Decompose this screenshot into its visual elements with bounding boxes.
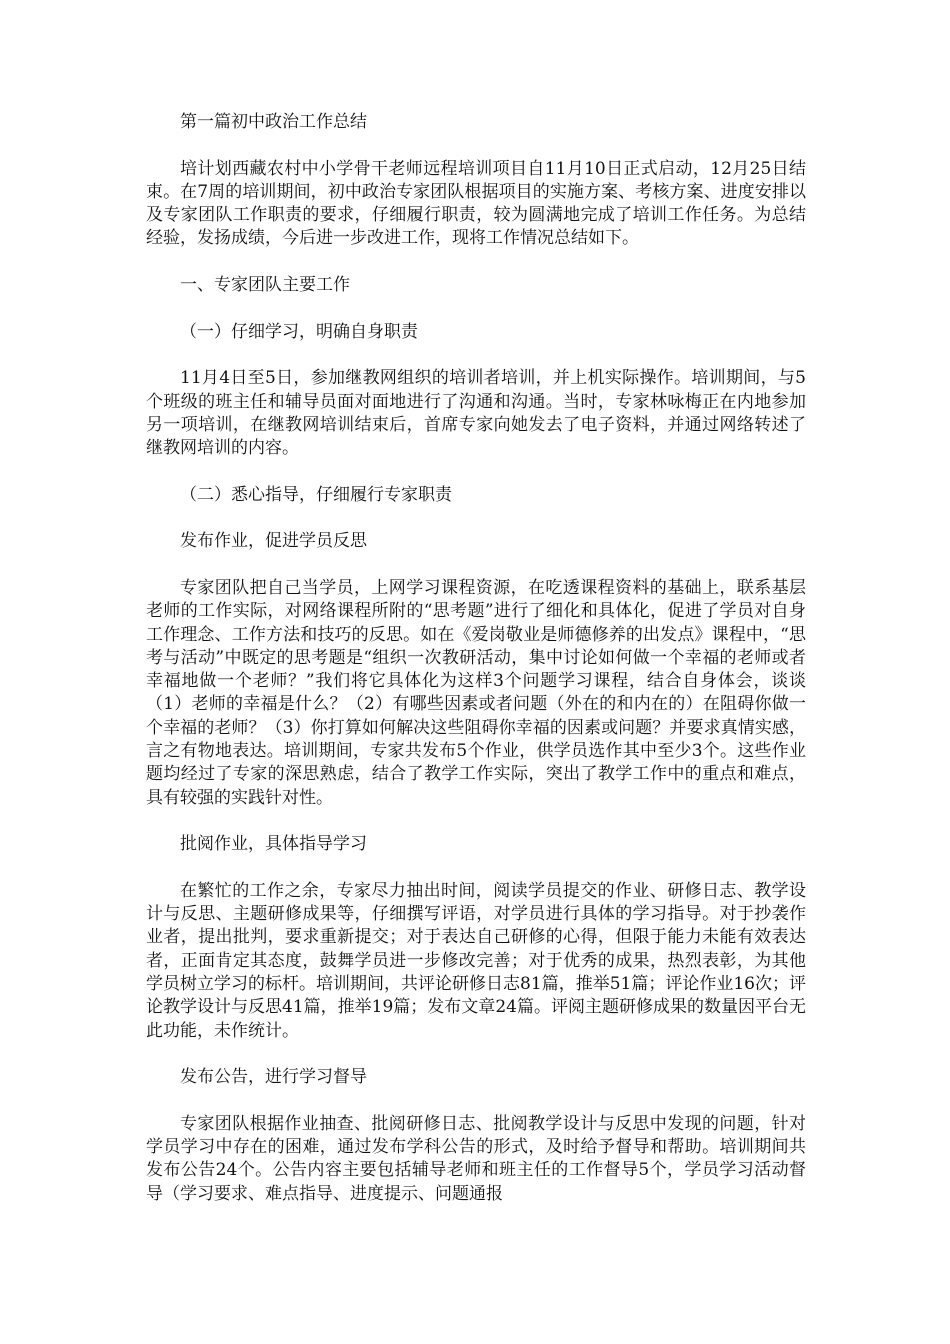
item-heading-grading: 批阅作业，具体指导学习 (180, 834, 367, 855)
paragraph-training: 11月4日至5日，参加继教网组织的培训者培训，并上机实际操作。培训期间，与5个班级的班主任和辅导员面对面地进行了沟通和沟通。当时，专家林咏梅正在内地参加另一项培训，在继教网培训结束后，首席专家向她发去了电子资料，并通过网络转述了继教网培训的内容。 (146, 368, 806, 459)
document-body (146, 111, 806, 1206)
document-title: 第一篇初中政治工作总结 (180, 112, 367, 132)
section-heading-1: 一、专家团队主要工作 (180, 275, 350, 296)
subsection-heading-2: （二）悉心指导，仔细履行专家职责 (180, 484, 452, 505)
item-heading-assignments: 发布作业，促进学员反思 (180, 531, 367, 552)
item-heading-announcements: 发布公告，进行学习督导 (180, 1067, 367, 1088)
subsection-heading-1: （一）仔细学习，明确自身职责 (180, 321, 418, 342)
paragraph-grading: 在繁忙的工作之余，专家尽力抽出时间，阅读学员提交的作业、研修日志、教学设计与反思、主题研修成果等，仔细撰写评语，对学员进行具体的学习指导。对于抄袭作业者，提出批判，要求重新提交；对于表达自己研修的心得，但限于能力未能有效表达者，正面肯定其态度，鼓舞学员进一步修改完善；对于优秀的成果，热烈表彰，为其他学员树立学习的标杆。培训期间，共评论研修日志81篇，推举51篇；评论作业16次；评论教学设计与反思41篇，推举19篇；发布文章24篇。评阅主题研修成果的数量因平台无此功能，未作统计。 (146, 880, 806, 1041)
paragraph-announcements: 专家团队根据作业抽查、批阅研修日志、批阅教学设计与反思中发现的问题，针对学员学习中存在的困难，通过发布学科公告的形式，及时给予督导和帮助。培训期间共发布公告24个。公告内容主要包括辅导老师和班主任的工作督导5个，学员学习活动督导（学习要求、难点指导、进度提示、问题通报 (146, 1113, 806, 1204)
paragraph-intro: 培计划西藏农村中小学骨干老师远程培训项目自11月10日正式启动，12月25日结束。在7周的培训期间，初中政治专家团队根据项目的实施方案、考核方案、进度安排以及专家团队工作职责的要求，仔细履行职责，较为圆满地完成了培训工作任务。为总结经验，发扬成绩，今后进一步改进工作，现将工作情况总结如下。 (146, 158, 806, 249)
paragraph-assignments: 专家团队把自己当学员，上网学习课程资源，在吃透课程资料的基础上，联系基层老师的工作实际，对网络课程所附的“思考题”进行了细化和具体化，促进了学员对自身工作理念、工作方法和技巧的反思。如在《爱岗敬业是师德修养的出发点》课程中，“思考与活动”中既定的思考题是“组织一次教研活动，集中讨论如何做一个幸福的老师或者幸福地做一个老师？”我们将它具体化为这样3个问题学习课程，结合自身体会，谈谈（1）老师的幸福是什么？（2）有哪些因素或者问题（外在的和内在的）在阻碍你做一个幸福的老师？（3）你打算如何解决这些阻碍你幸福的因素或问题？并要求真情实感，言之有物地表达。培训期间，专家共发布5个作业，供学员选作其中至少3个。这些作业题均经过了专家的深思熟虑，结合了教学工作实际，突出了教学工作中的重点和难点，具有较强的实践针对性。 (146, 577, 806, 808)
